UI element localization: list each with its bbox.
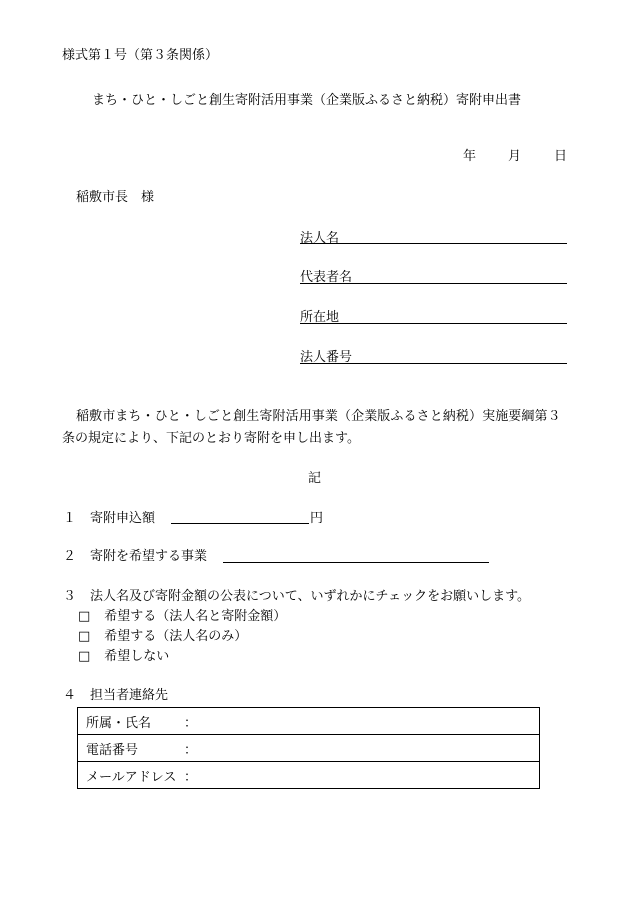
option-no-disclosure[interactable]	[78, 649, 169, 665]
item1-unit: 円	[310, 511, 324, 526]
corporation-name-line[interactable]	[300, 243, 567, 244]
project-line[interactable]	[223, 562, 489, 563]
addressee: 稲敷市長 様	[76, 190, 155, 205]
table-row[interactable]	[78, 762, 540, 789]
checkbox-icon[interactable]: □	[78, 629, 91, 644]
checkbox-icon[interactable]: □	[78, 609, 91, 624]
ki-heading: 記	[308, 471, 322, 486]
document-title: まち・ひと・しごと創生寄附活用事業（企業版ふるさと納税）寄附申出書	[92, 93, 522, 108]
item1-label: 寄附申込額	[90, 511, 156, 526]
checkbox-icon[interactable]: □	[78, 649, 91, 664]
item4-number: ４	[63, 688, 77, 703]
contact-separator: ：	[184, 742, 198, 758]
address-line[interactable]	[300, 323, 567, 324]
contact-separator: ：	[184, 715, 198, 731]
item2-number: ２	[63, 549, 77, 564]
option-label: 希望しない	[104, 649, 170, 664]
corporate-number-label: 法人番号	[300, 350, 353, 365]
contact-label: メールアドレス	[86, 769, 177, 785]
corporation-name-label: 法人名	[300, 231, 340, 246]
representative-label: 代表者名	[300, 270, 353, 285]
address-label: 所在地	[300, 310, 340, 325]
contact-label: 所属・氏名	[86, 715, 152, 731]
corporate-number-line[interactable]	[300, 363, 567, 364]
form-number: 様式第１号（第３条関係）	[62, 48, 219, 63]
table-row[interactable]	[78, 735, 540, 762]
intro-text-line2: 条の規定により、下記のとおり寄附を申し出ます。	[62, 431, 360, 446]
contact-table	[77, 707, 540, 789]
contact-cell[interactable]	[78, 708, 540, 735]
option-name-and-amount[interactable]	[78, 609, 286, 625]
item3-label: 法人名及び寄附金額の公表について、いずれかにチェックをお願いします。	[90, 589, 531, 604]
contact-cell[interactable]	[78, 735, 540, 762]
contact-cell[interactable]	[78, 762, 540, 789]
table-row[interactable]	[78, 708, 540, 735]
item3-number: ３	[63, 589, 77, 604]
item2-label: 寄附を希望する事業	[90, 549, 208, 564]
date-month: 月	[508, 149, 522, 164]
date-day: 日	[554, 149, 568, 164]
representative-line[interactable]	[300, 283, 567, 284]
option-name-only[interactable]	[78, 629, 247, 645]
date-year: 年	[463, 149, 477, 164]
item1-number: １	[63, 511, 77, 526]
option-label: 希望する（法人名のみ）	[104, 629, 248, 644]
option-label: 希望する（法人名と寄附金額）	[104, 609, 287, 624]
donation-amount-line[interactable]	[171, 523, 309, 524]
contact-separator: ：	[184, 769, 198, 785]
contact-label: 電話番号	[86, 742, 139, 758]
intro-text-line1: 稲敷市まち・ひと・しごと創生寄附活用事業（企業版ふるさと納税）実施要綱第３	[76, 409, 561, 424]
item4-label: 担当者連絡先	[90, 688, 169, 703]
